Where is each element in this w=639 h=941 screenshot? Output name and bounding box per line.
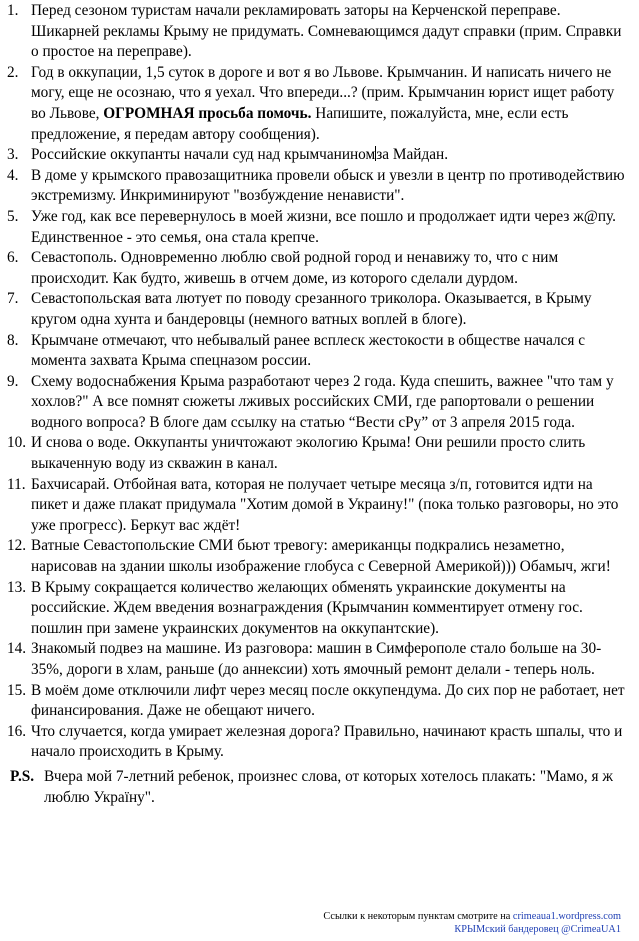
postscript-label: P.S.: [10, 767, 35, 785]
item-text: В моём доме отключили лифт через месяц после оккупендума. До сих пор не работает, нет финансирования. Даже не обещают ничего.: [31, 681, 625, 720]
item-text: И снова о воде. Оккупанты уничтожают экологию Крыма! Они решили просто слить выкаченную воду из скважин в канал.: [31, 434, 586, 473]
footer-links-prefix: Ссылки к некоторым пунктам смотрите на: [323, 911, 513, 922]
item-text-part: Напишите, пожалуйста, мне, если есть предложение, я передам автору сообщения).: [31, 104, 569, 143]
list-item: [7, 475, 631, 537]
item-number: 8.: [7, 331, 19, 349]
list-item: [7, 289, 631, 330]
item-text-part: Российские оккупанты начали суд над крымчанином: [31, 146, 376, 164]
list-item: [7, 536, 631, 577]
item-text: [31, 145, 631, 166]
item-text: Севастопольская вата лютует по поводу срезанного триколора. Оказывается, в Крыму кругом одна хунта и бандеровцы (немного ватных воплей в блоге).: [31, 290, 592, 328]
list-item: [7, 578, 631, 640]
item-number: 1.: [7, 2, 19, 19]
list-item: [7, 372, 631, 434]
list-item: [7, 639, 631, 680]
list-item: [7, 248, 631, 289]
item-text: Перед сезоном туристам начали рекламировать заторы на Керченской переправе. Шикарней рекламы Крыму не придумать. Сомневающимся дадут справки (прим. Справки о простое на переправе).: [31, 2, 622, 61]
item-number: 11.: [7, 475, 26, 493]
list-item: [7, 433, 631, 474]
item-number: 15.: [7, 681, 27, 699]
item-number: 13.: [7, 578, 27, 596]
blog-link[interactable]: crimeaua1.wordpress.com: [512, 911, 621, 922]
item-text-part: Год в оккупации, 1,5 суток в дороге и вот я во Львове. Крымчанин. И написать ничего не могу, еще не осознаю, что я уехал. Что впереди...? (прим. Крымчанин юрист ищет работу во Львове,: [31, 63, 615, 122]
item-number: 14.: [7, 640, 27, 658]
item-text: В доме у крымского правозащитника провели обыск и увезли в центр по противодействию экстремизму. Инкриминируют "возбуждение ненависти".: [31, 166, 625, 205]
item-number: 9.: [7, 372, 19, 390]
item-number: 7.: [7, 290, 19, 308]
item-text: Крымчане отмечают, что небывалый ранее всплеск жестокости в обществе начался с момента захвата Крыма спецназом россии.: [31, 331, 586, 370]
list-item: [7, 145, 631, 166]
item-number: 4.: [7, 166, 19, 184]
item-text: Уже год, как все перевернулось в моей жизни, все пошло и продолжает идти через ж@пу. Единственное - это семья, она стала крепче.: [31, 207, 616, 246]
item-text: Севастополь. Одновременно люблю свой родной город и ненавижу то, что с ним происходит. Как будто, живешь в отчем доме, из которого сделали дурдом.: [31, 249, 559, 287]
list-item: [7, 63, 631, 145]
item-text: Что случается, когда умирает железная дорога? Правильно, начинают красть шпалы, что и начало происходить в Крыму.: [31, 722, 623, 761]
item-number: 2.: [7, 63, 19, 81]
postscript-text: Вчера мой 7-летний ребенок, произнес слова, от которых хотелось плакать: "Мамо, я ж люблю Україну".: [44, 767, 613, 806]
list-item: [7, 1, 631, 63]
item-number: 12.: [7, 537, 27, 555]
list-item: [7, 722, 631, 763]
list-item: [7, 681, 631, 722]
item-text: Бахчисарай. Отбойная вата, которая не получает четыре месяца з/п, готовится идти на пикет и даже плакат придумала "Хотим домой в Украину!" (пока только разговоры, но это уже прогресс). Беркут вас ждёт!: [31, 475, 619, 534]
item-text: Знакомый подвез на машине. Из разговора: машин в Симферополе стало больше на 30-35%, дороги в хлам, раньше (до аннексии) хоть ямочный ремонт делали - теперь ноль.: [31, 640, 602, 678]
item-number: 3.: [7, 146, 19, 164]
item-text-bold: ОГРОМНАЯ просьба помочь.: [103, 104, 312, 122]
list-item: [7, 166, 631, 207]
item-number: 16.: [7, 722, 27, 740]
footer-author: КРЫМский бандеровец @CrimeaUA1: [454, 923, 621, 935]
item-text: Ватные Севастопольские СМИ бьют тревогу: американцы подкрались незаметно, нарисовав на здании школы изображение глобуса с Северной Америкой))) Обамыч, жги!: [31, 537, 611, 576]
item-text-part: за Майдан.: [376, 146, 449, 164]
item-text: [31, 63, 631, 145]
item-text: В Крыму сокращается количество желающих обменять украинские документы на российские. Ждем введения вознаграждения (Крымчанин комментирует отмену гос. пошлин при замене украинских документов на оккупантские).: [31, 578, 583, 637]
item-text: Схему водоснабжения Крыма разработают через 2 года. Куда спешить, важнее "что там у хохлов?" А все помнят сюжеты лживых российских СМИ, где рапортовали о решении водного вопроса? В блоге дам ссылку на статью “Вести сРу” от 3 апреля 2015 года.: [31, 372, 614, 431]
footer-links-line: [323, 911, 621, 924]
list-item: [7, 331, 631, 372]
list-item: [7, 207, 631, 248]
postscript: [7, 767, 631, 808]
footer: [323, 911, 621, 936]
item-number: 5.: [7, 207, 19, 225]
news-list: [7, 1, 631, 763]
item-number: 10.: [7, 434, 27, 452]
item-number: 6.: [7, 249, 19, 267]
